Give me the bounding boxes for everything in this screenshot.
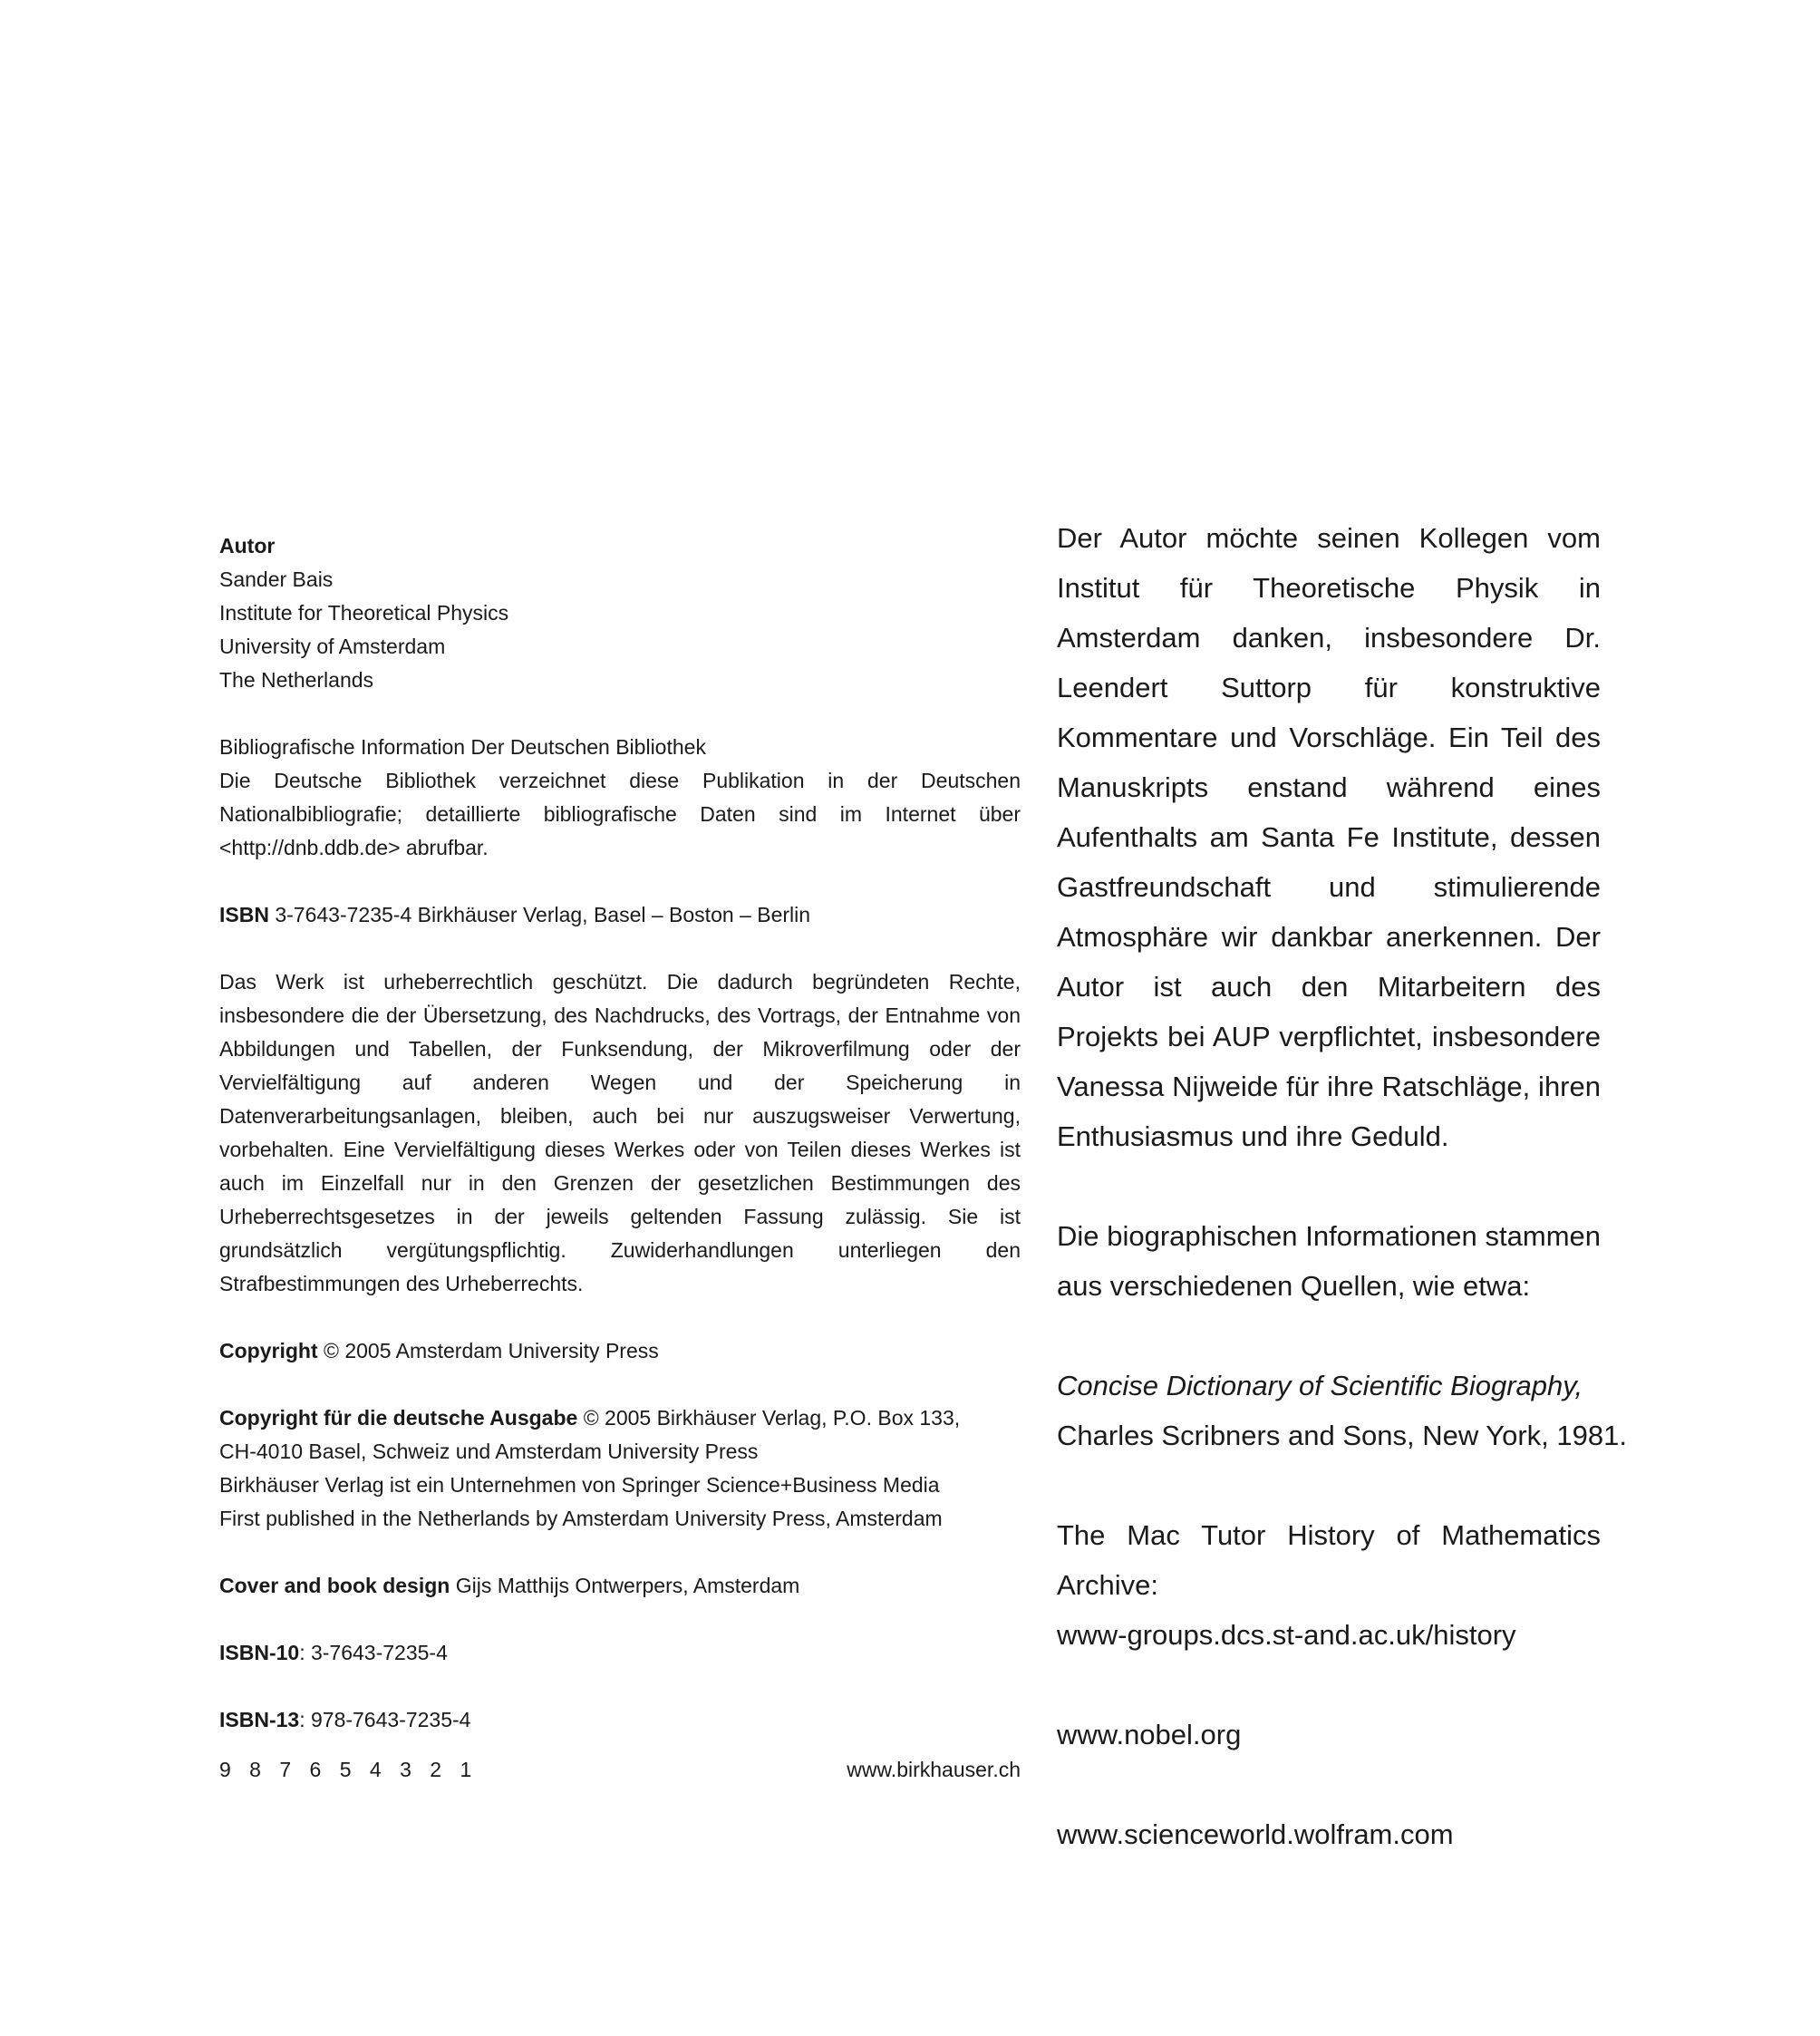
copyright-de-line2: CH-4010 Basel, Schweiz und Amsterdam University Press xyxy=(219,1440,759,1463)
print-run-numbers: 9 8 7 6 5 4 3 2 1 xyxy=(219,1758,479,1781)
author-name: Sander Bais xyxy=(219,567,334,591)
imprint-column xyxy=(219,529,1021,1770)
author-country: The Netherlands xyxy=(219,668,374,692)
acknowledgements-text: Der Autor möchte seinen Kollegen vom Institut für Theoretische Physik in Amsterdam danken, insbesondere Dr. Leendert Suttorp für konstruktive Kommentare und Vorschläge. Ein Teil des Manuskripts enstand während eines Aufenthalts am Santa Fe Institute, dessen Gastfreundschaft und stimulierende Atmosphäre wir dankbar anerkennen. Der Autor ist auch den Mitarbeitern des Projekts bei AUP verpflichtet, insbesondere Vanessa Nijweide für ihre Ratschläge, ihren Enthusiasmus und ihre Geduld. xyxy=(1057,522,1601,1152)
isbn10-line xyxy=(219,1636,1021,1670)
design-value: Gijs Matthijs Ontwerpers, Amsterdam xyxy=(455,1574,800,1597)
isbn-line xyxy=(219,898,1021,932)
copyright-value: © 2005 Amsterdam University Press xyxy=(324,1339,659,1362)
nobel-url: www.nobel.org xyxy=(1057,1719,1242,1750)
biblio-text: Die Deutsche Bibliothek verzeichnet diese Publikation in der Deutschen Nationalbibliografie; detaillierte bibliografische Daten sind im Internet über <http://dnb.ddb.de> abrufbar. xyxy=(219,769,1021,859)
author-block xyxy=(219,529,1021,697)
imprint-footer xyxy=(219,1753,1021,1787)
copyright-de-line4: First published in the Netherlands by Amsterdam University Press, Amsterdam xyxy=(219,1507,943,1530)
copyright-notice: Das Werk ist urheberrechtlich geschützt. Die dadurch begründeten Rechte, insbesondere die der Übersetzung, des Nachdrucks, des Vortrags, der Entnahme von Abbildungen und Tabellen, der Funksendung, der Mikroverfilmung oder der Vervielfältigung auf anderen Wegen und der Speicherung in Datenverarbeitungsanlagen, bleiben, auch bei nur auszugsweiser Verwertung, vorbehalten. Eine Vervielfältigung dieses Werkes oder von Teilen dieses Werkes ist auch im Einzelfall nur in den Grenzen der gesetzlichen Bestimmungen des Urheberrechtsgesetzes in der jeweils geltenden Fassung zulässig. Sie ist grundsätzlich vergütungspflichtig. Zuwiderhandlungen unterliegen den Strafbestimmungen des Urheberrechts. xyxy=(219,970,1021,1295)
biblio-heading: Bibliografische Information Der Deutschen Bibliothek xyxy=(219,735,706,759)
author-heading: Autor xyxy=(219,534,276,557)
bibliographic-info xyxy=(219,731,1021,865)
design-credit xyxy=(219,1569,1021,1603)
isbn-value: 3-7643-7235-4 Birkhäuser Verlag, Basel – Boston – Berlin xyxy=(275,903,811,926)
dictionary-title: Concise Dictionary of Scientific Biography, xyxy=(1057,1370,1583,1401)
author-institute: Institute for Theoretical Physics xyxy=(219,601,509,625)
source-dictionary xyxy=(1057,1361,1627,1460)
source-scienceworld xyxy=(1057,1809,1601,1859)
isbn13-line xyxy=(219,1703,1021,1737)
author-university: University of Amsterdam xyxy=(219,635,446,658)
scienceworld-url: www.scienceworld.wolfram.com xyxy=(1057,1818,1454,1850)
copyright-de-line3: Birkhäuser Verlag ist ein Unternehmen von Springer Science+Business Media xyxy=(219,1473,940,1497)
mactutor-url: www-groups.dcs.st-and.ac.uk/history xyxy=(1057,1619,1516,1651)
copyright-de-value: © 2005 Birkhäuser Verlag, P.O. Box 133, xyxy=(583,1406,961,1430)
copyright-line xyxy=(219,1334,1021,1368)
copyright-label: Copyright xyxy=(219,1339,318,1362)
sources-intro: Die biographischen Informationen stammen aus verschiedenen Quellen, wie etwa: xyxy=(1057,1220,1601,1302)
isbn10-value: : 3-7643-7235-4 xyxy=(299,1641,448,1664)
isbn10-label: ISBN-10 xyxy=(219,1641,300,1664)
source-mactutor xyxy=(1057,1510,1601,1660)
source-nobel xyxy=(1057,1710,1601,1760)
isbn13-value: : 978-7643-7235-4 xyxy=(299,1708,471,1731)
copyright-de-label: Copyright für die deutsche Ausgabe xyxy=(219,1406,578,1430)
mactutor-title: The Mac Tutor History of Mathematics Archive: xyxy=(1057,1519,1601,1601)
copyright-german-edition xyxy=(219,1401,1021,1536)
dictionary-publisher: Charles Scribners and Sons, New York, 1981. xyxy=(1057,1420,1627,1451)
isbn13-label: ISBN-13 xyxy=(219,1708,300,1731)
acknowledgements-column xyxy=(1057,513,1627,1909)
isbn-label: ISBN xyxy=(219,903,269,926)
design-label: Cover and book design xyxy=(219,1574,450,1597)
publisher-website: www.birkhauser.ch xyxy=(847,1758,1021,1781)
